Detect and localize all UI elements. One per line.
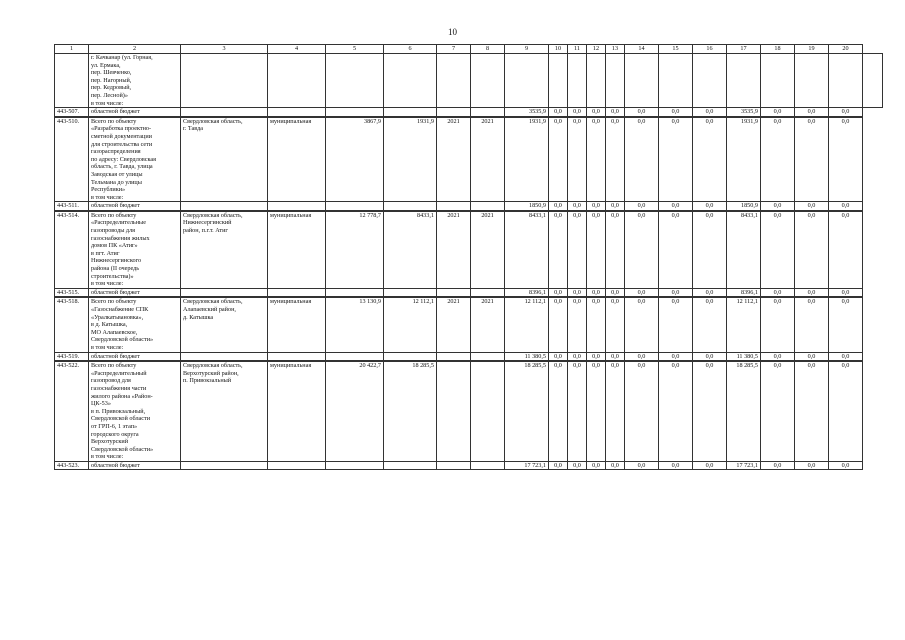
empty-cell [181,288,268,297]
value-cell: 0,0 [549,461,568,470]
value-cell: 0,0 [693,288,727,297]
empty-cell [471,202,505,211]
empty-cell [181,461,268,470]
year-start: 2021 [437,117,471,202]
object-location: Свердловская область, г. Тавда [181,117,268,202]
value-cell: 0,0 [795,108,829,117]
value-cell: 0,0 [568,298,587,352]
header-cell: 3 [181,45,268,54]
value-cell: 0,0 [829,202,863,211]
value-cell: 0,0 [606,117,625,202]
empty-cell [471,352,505,361]
header-cell: 5 [326,45,384,54]
year-end [471,362,505,462]
header-cell: 11 [568,45,587,54]
value-cell: 11 380,5 [727,352,761,361]
empty-cell [384,202,437,211]
budget-name: областной бюджет [89,108,181,117]
value-cell: 0,0 [659,117,693,202]
value-cell: 18 285,5 [727,362,761,462]
value-cell: 3535,9 [727,108,761,117]
value-cell: 17 723,1 [727,461,761,470]
value-cell: 0,0 [693,117,727,202]
budget-row [55,352,883,361]
value-cell: 0,0 [795,362,829,462]
value-cell: 0,0 [625,362,659,462]
object-location: Свердловская область, Алапаевский район, д. Катышка [181,298,268,352]
empty-cell [181,108,268,117]
value-cell: 0,0 [549,298,568,352]
value-cell [795,54,829,108]
value-cell: 0,0 [761,117,795,202]
value-cell: 0,0 [693,108,727,117]
cost-remaining: 8433,1 [384,211,437,288]
header-cell: 17 [727,45,761,54]
row-code: 443-511. [55,202,89,211]
value-cell: 0,0 [549,117,568,202]
header-cell: 13 [606,45,625,54]
header-cell: 2 [89,45,181,54]
year-end: 2021 [471,298,505,352]
value-cell: 0,0 [625,211,659,288]
budget-row [55,461,883,470]
value-cell: 11 380,5 [505,352,549,361]
year-start: 2021 [437,211,471,288]
year-end [471,54,505,108]
empty-cell [326,352,384,361]
header-cell: 8 [471,45,505,54]
budget-name: областной бюджет [89,288,181,297]
value-cell: 0,0 [625,108,659,117]
value-cell: 0,0 [761,211,795,288]
value-cell: 8433,1 [505,211,549,288]
row-code: 443-518. [55,298,89,352]
value-cell: 8433,1 [727,211,761,288]
value-cell: 0,0 [761,298,795,352]
header-cell: 20 [829,45,863,54]
value-cell: 0,0 [568,461,587,470]
value-cell: 8396,1 [505,288,549,297]
value-cell: 0,0 [587,288,606,297]
value-cell: 0,0 [761,362,795,462]
header-cell: 12 [587,45,606,54]
empty-cell [326,202,384,211]
value-cell: 0,0 [829,352,863,361]
value-cell: 0,0 [693,298,727,352]
value-cell: 0,0 [829,211,863,288]
cost-total: 13 130,9 [326,298,384,352]
empty-cell [384,108,437,117]
value-cell: 0,0 [587,352,606,361]
object-row [55,211,883,288]
ownership-type: муниципальная [268,298,326,352]
empty-cell [384,461,437,470]
value-cell: 0,0 [549,288,568,297]
value-cell: 0,0 [606,211,625,288]
budget-name: областной бюджет [89,202,181,211]
value-cell: 0,0 [659,202,693,211]
row-code: 443-514. [55,211,89,288]
value-cell: 0,0 [606,362,625,462]
value-cell: 0,0 [587,202,606,211]
value-cell [505,54,549,108]
value-cell: 1850,9 [505,202,549,211]
value-cell [549,54,568,108]
empty-cell [268,202,326,211]
value-cell: 0,0 [659,461,693,470]
row-code: 443-519. [55,352,89,361]
value-cell: 0,0 [549,211,568,288]
empty-cell [326,108,384,117]
value-cell: 0,0 [606,202,625,211]
empty-cell [384,352,437,361]
value-cell [625,54,659,108]
empty-cell [471,461,505,470]
value-cell: 0,0 [606,108,625,117]
value-cell: 0,0 [568,211,587,288]
budget-name: областной бюджет [89,461,181,470]
empty-cell [471,108,505,117]
value-cell: 0,0 [625,288,659,297]
budget-table [54,44,883,470]
row-code: 443-522. [55,362,89,462]
value-cell: 0,0 [795,211,829,288]
value-cell: 0,0 [587,461,606,470]
empty-cell [437,352,471,361]
value-cell: 0,0 [761,202,795,211]
empty-cell [268,461,326,470]
value-cell: 0,0 [606,352,625,361]
row-code: 443-507. [55,108,89,117]
value-cell: 0,0 [587,298,606,352]
object-row [55,298,883,352]
value-cell: 0,0 [549,362,568,462]
value-cell: 1931,9 [727,117,761,202]
budget-name: областной бюджет [89,352,181,361]
value-cell: 18 285,5 [505,362,549,462]
value-cell: 0,0 [625,352,659,361]
value-cell [863,54,883,108]
header-cell: 1 [55,45,89,54]
cost-remaining: 18 285,5 [384,362,437,462]
empty-cell [181,202,268,211]
value-cell: 3535,9 [505,108,549,117]
value-cell: 0,0 [587,362,606,462]
value-cell: 0,0 [606,288,625,297]
header-cell: 14 [625,45,659,54]
value-cell: 12 112,1 [505,298,549,352]
value-cell: 0,0 [829,362,863,462]
value-cell: 0,0 [625,202,659,211]
value-cell: 0,0 [659,362,693,462]
header-cell: 4 [268,45,326,54]
year-start: 2021 [437,298,471,352]
object-name: Всего по объекту «Распределительный газопровод для газоснабжения части жилого района «Район- ЦК-53» в п. Привокзальный, Свердловской области от ГРП-6, 1 этап» городского округа Верхотурский Свердловской области» в том числе: [89,362,181,462]
value-cell: 0,0 [795,202,829,211]
header-cell: 16 [693,45,727,54]
empty-cell [268,288,326,297]
value-cell: 0,0 [625,461,659,470]
empty-cell [437,202,471,211]
value-cell: 0,0 [659,298,693,352]
ownership-type: муниципальная [268,117,326,202]
empty-cell [268,108,326,117]
value-cell: 0,0 [568,352,587,361]
ownership-type: муниципальная [268,211,326,288]
object-name: Всего по объекту «Газоснабжение СПК «Уралкатьвановка», в д. Катышка, МО Алапаевское, Свердловской области» в том числе: [89,298,181,352]
value-cell: 0,0 [625,117,659,202]
object-row [55,54,883,108]
value-cell: 0,0 [795,461,829,470]
value-cell: 0,0 [693,362,727,462]
object-name: г. Качканар (ул. Горная, ул. Ермака, пер. Шевченко, пер. Нагорный, пер. Кедровый, пер. Лесной)» в том числе: [89,54,181,108]
value-cell [693,54,727,108]
year-start [437,54,471,108]
value-cell: 0,0 [625,298,659,352]
value-cell: 0,0 [549,202,568,211]
value-cell: 0,0 [587,108,606,117]
value-cell: 0,0 [693,461,727,470]
header-cell: 19 [795,45,829,54]
value-cell [606,54,625,108]
value-cell: 1850,9 [727,202,761,211]
value-cell: 0,0 [659,211,693,288]
empty-cell [268,352,326,361]
row-code: 443-510. [55,117,89,202]
value-cell: 17 723,1 [505,461,549,470]
value-cell: 0,0 [829,461,863,470]
value-cell: 0,0 [568,202,587,211]
value-cell: 0,0 [693,211,727,288]
value-cell: 0,0 [587,211,606,288]
row-code: 443-523. [55,461,89,470]
value-cell: 0,0 [795,117,829,202]
page-number: 10 [448,27,457,37]
budget-row [55,202,883,211]
value-cell: 0,0 [795,288,829,297]
header-cell: 7 [437,45,471,54]
value-cell: 0,0 [568,288,587,297]
value-cell [568,54,587,108]
value-cell: 0,0 [795,352,829,361]
cost-remaining: 1931,9 [384,117,437,202]
value-cell: 0,0 [606,298,625,352]
value-cell: 0,0 [659,108,693,117]
empty-cell [181,352,268,361]
object-row [55,362,883,462]
empty-cell [437,461,471,470]
year-start [437,362,471,462]
budget-row [55,108,883,117]
value-cell: 0,0 [693,202,727,211]
value-cell: 0,0 [549,108,568,117]
value-cell: 0,0 [761,461,795,470]
value-cell: 0,0 [829,108,863,117]
header-cell: 15 [659,45,693,54]
row-code: 443-515. [55,288,89,297]
object-location: Свердловская область, Верхотурский район, п. Привокзальный [181,362,268,462]
value-cell [727,54,761,108]
object-row [55,117,883,202]
value-cell: 0,0 [659,288,693,297]
value-cell: 0,0 [568,362,587,462]
empty-cell [437,288,471,297]
value-cell [829,54,863,108]
value-cell: 0,0 [568,117,587,202]
empty-cell [326,461,384,470]
object-name: Всего по объекту «Распределительные газопроводы для газоснабжения жилых домов ПК «Атиг» в пгт. Атиг Нижнесергинского района (II очередь строительства)» в том числе: [89,211,181,288]
header-cell: 10 [549,45,568,54]
value-cell [761,54,795,108]
value-cell: 0,0 [659,352,693,361]
budget-row [55,288,883,297]
value-cell: 0,0 [761,288,795,297]
value-cell: 0,0 [829,288,863,297]
header-cell: 9 [505,45,549,54]
value-cell: 0,0 [761,108,795,117]
value-cell: 0,0 [587,117,606,202]
value-cell [659,54,693,108]
value-cell: 0,0 [568,108,587,117]
value-cell: 0,0 [693,352,727,361]
object-name: Всего по объекту «Разработка проектно- сметной документации для строительства сети газораспределения по адресу: Свердловская область, г. Тавда, улица Заводская от улицы Тельмана до улицы Республики» в том числе: [89,117,181,202]
header-cell: 18 [761,45,795,54]
cost-total: 3867,9 [326,117,384,202]
ownership-type [268,54,326,108]
header-cell: 6 [384,45,437,54]
value-cell: 1931,9 [505,117,549,202]
empty-cell [437,108,471,117]
empty-cell [471,288,505,297]
year-end: 2021 [471,211,505,288]
value-cell: 0,0 [761,352,795,361]
empty-cell [384,288,437,297]
value-cell [587,54,606,108]
ownership-type: муниципальная [268,362,326,462]
empty-cell [326,288,384,297]
value-cell: 8396,1 [727,288,761,297]
cost-total [326,54,384,108]
object-location [181,54,268,108]
value-cell: 0,0 [795,298,829,352]
cost-remaining: 12 112,1 [384,298,437,352]
year-end: 2021 [471,117,505,202]
row-code [55,54,89,108]
value-cell: 0,0 [829,117,863,202]
value-cell: 0,0 [549,352,568,361]
value-cell: 12 112,1 [727,298,761,352]
object-location: Свердловская область, Нижнесергинский район, п.г.т. Атиг [181,211,268,288]
value-cell: 0,0 [606,461,625,470]
header-row [55,45,883,54]
cost-total: 20 422,7 [326,362,384,462]
cost-total: 12 778,7 [326,211,384,288]
cost-remaining [384,54,437,108]
value-cell: 0,0 [829,298,863,352]
